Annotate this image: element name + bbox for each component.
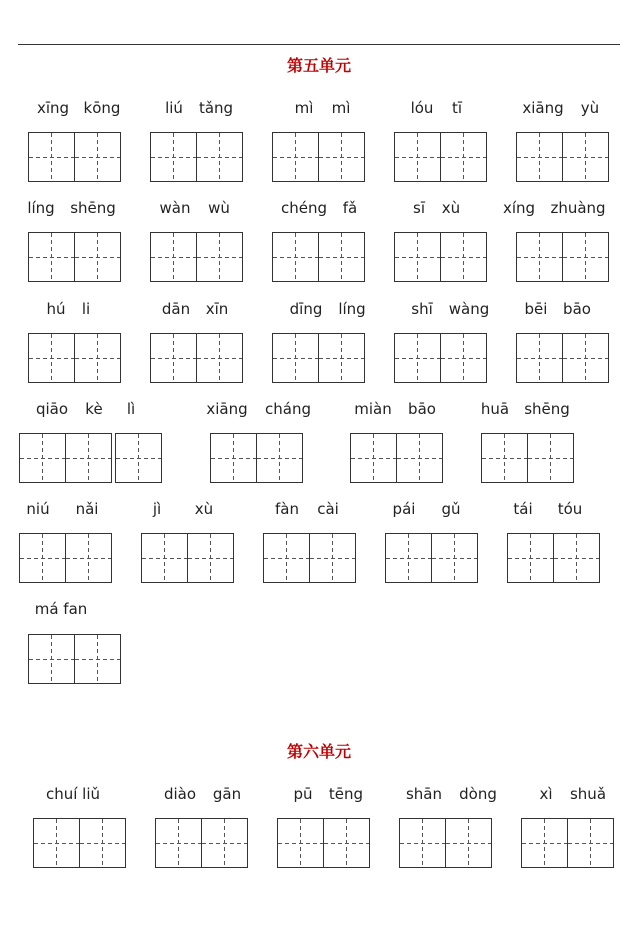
pinyin: huā	[480, 400, 510, 418]
writing-cell[interactable]	[516, 333, 563, 383]
pinyin: dòng	[459, 785, 497, 803]
writing-cell[interactable]	[394, 132, 441, 182]
writing-cell[interactable]	[150, 232, 197, 282]
pinyin: líng	[27, 199, 55, 217]
writing-cell[interactable]	[202, 818, 248, 868]
top-divider	[18, 44, 620, 45]
pinyin: liú	[165, 99, 183, 117]
writing-cell[interactable]	[385, 533, 432, 583]
writing-cell[interactable]	[19, 433, 66, 483]
writing-cell[interactable]	[263, 533, 310, 583]
writing-grid[interactable]	[272, 333, 365, 383]
pinyin: jì	[152, 500, 162, 518]
pinyin: mì	[331, 99, 351, 117]
pinyin: fàn	[275, 500, 299, 518]
writing-cell[interactable]	[141, 533, 188, 583]
writing-cell[interactable]	[115, 433, 162, 483]
pinyin: xīng	[36, 99, 70, 117]
writing-cell[interactable]	[516, 232, 563, 282]
writing-grid[interactable]	[385, 533, 478, 583]
writing-grid[interactable]	[28, 132, 121, 182]
pinyin: cài	[317, 500, 339, 518]
writing-cell[interactable]	[394, 232, 441, 282]
pinyin: shēng	[70, 199, 116, 217]
pinyin: shī	[411, 300, 433, 318]
pinyin: dīng	[289, 300, 323, 318]
writing-cell[interactable]	[197, 232, 243, 282]
writing-grid[interactable]	[150, 132, 243, 182]
pinyin: dān	[161, 300, 191, 318]
writing-grid[interactable]	[394, 132, 487, 182]
writing-cell[interactable]	[399, 818, 446, 868]
writing-grid[interactable]	[19, 433, 162, 483]
writing-cell[interactable]	[441, 232, 487, 282]
pinyin: sī	[413, 199, 425, 217]
writing-cell[interactable]	[28, 232, 75, 282]
writing-cell[interactable]	[432, 533, 478, 583]
writing-grid[interactable]	[141, 533, 234, 583]
writing-cell[interactable]	[75, 132, 121, 182]
pinyin: chéng	[280, 199, 328, 217]
pinyin: yù	[580, 99, 600, 117]
writing-cell[interactable]	[272, 333, 319, 383]
pinyin: chuí liǔ	[45, 785, 101, 803]
pinyin: má fan	[34, 600, 88, 618]
pinyin: bāo	[563, 300, 591, 318]
pinyin: xì	[539, 785, 553, 803]
writing-cell[interactable]	[319, 232, 365, 282]
pinyin: tóu	[557, 500, 583, 518]
writing-grid[interactable]	[507, 533, 600, 583]
pinyin: shuǎ	[569, 785, 607, 803]
writing-cell[interactable]	[568, 818, 614, 868]
pinyin: gǔ	[441, 500, 461, 518]
writing-cell[interactable]	[75, 232, 121, 282]
pinyin: xīn	[205, 300, 229, 318]
writing-grid[interactable]	[28, 634, 121, 684]
pinyin: lì	[126, 400, 136, 418]
writing-cell[interactable]	[563, 132, 609, 182]
writing-cell[interactable]	[75, 333, 121, 383]
writing-cell[interactable]	[516, 132, 563, 182]
pinyin: nǎi	[75, 500, 99, 518]
writing-cell[interactable]	[197, 333, 243, 383]
pinyin: zhuàng	[550, 199, 606, 217]
pinyin: xù	[194, 500, 214, 518]
writing-cell[interactable]	[188, 533, 234, 583]
pinyin: miàn	[354, 400, 392, 418]
writing-cell[interactable]	[28, 333, 75, 383]
writing-grid[interactable]	[28, 333, 121, 383]
writing-cell[interactable]	[446, 818, 492, 868]
writing-cell[interactable]	[66, 533, 112, 583]
writing-cell[interactable]	[33, 818, 80, 868]
pinyin: wàn	[159, 199, 191, 217]
writing-cell[interactable]	[80, 818, 126, 868]
pinyin: kōng	[83, 99, 121, 117]
writing-grid[interactable]	[516, 333, 609, 383]
section-title-unit-5: 第五单元	[286, 56, 351, 75]
writing-cell[interactable]	[563, 333, 609, 383]
writing-cell[interactable]	[19, 533, 66, 583]
writing-grid[interactable]	[481, 433, 574, 483]
writing-cell[interactable]	[521, 818, 568, 868]
pinyin: diào	[163, 785, 197, 803]
writing-cell[interactable]	[481, 433, 528, 483]
pinyin: wàng	[448, 300, 490, 318]
writing-cell[interactable]	[28, 634, 75, 684]
pinyin: líng	[338, 300, 366, 318]
writing-grid[interactable]	[516, 132, 609, 182]
pinyin: tēng	[328, 785, 364, 803]
writing-grid[interactable]	[350, 433, 443, 483]
pinyin: pū	[293, 785, 313, 803]
writing-cell[interactable]	[210, 433, 257, 483]
writing-grid[interactable]	[394, 232, 487, 282]
writing-cell[interactable]	[350, 433, 397, 483]
writing-grid[interactable]	[263, 533, 356, 583]
writing-grid[interactable]	[33, 818, 126, 868]
writing-cell[interactable]	[257, 433, 303, 483]
writing-grid[interactable]	[272, 232, 365, 282]
writing-cell[interactable]	[310, 533, 356, 583]
writing-grid[interactable]	[399, 818, 492, 868]
pinyin: li	[81, 300, 91, 318]
pinyin: fǎ	[342, 199, 358, 217]
writing-cell[interactable]	[272, 132, 319, 182]
writing-grid[interactable]	[150, 333, 243, 383]
writing-cell[interactable]	[507, 533, 554, 583]
writing-grid[interactable]	[521, 818, 614, 868]
writing-grid[interactable]	[150, 232, 243, 282]
pinyin: mì	[294, 99, 314, 117]
writing-cell[interactable]	[397, 433, 443, 483]
writing-grid[interactable]	[394, 333, 487, 383]
writing-grid[interactable]	[155, 818, 248, 868]
pinyin: lóu	[410, 99, 434, 117]
pinyin: wù	[208, 199, 230, 217]
writing-cell[interactable]	[277, 818, 324, 868]
writing-grid[interactable]	[277, 818, 370, 868]
writing-grid[interactable]	[272, 132, 365, 182]
pinyin: pái	[392, 500, 416, 518]
section-title-unit-6: 第六单元	[286, 742, 351, 761]
pinyin: shēng	[524, 400, 570, 418]
pinyin: bāo	[408, 400, 436, 418]
pinyin: xiāng	[522, 99, 564, 117]
pinyin: gān	[212, 785, 242, 803]
pinyin: tái	[513, 500, 533, 518]
writing-cell[interactable]	[394, 333, 441, 383]
writing-cell[interactable]	[75, 634, 121, 684]
writing-cell[interactable]	[197, 132, 243, 182]
writing-cell[interactable]	[150, 333, 197, 383]
writing-cell[interactable]	[324, 818, 370, 868]
writing-cell[interactable]	[272, 232, 319, 282]
writing-cell[interactable]	[319, 333, 365, 383]
pinyin: shān	[405, 785, 443, 803]
pinyin: qiāo	[35, 400, 69, 418]
writing-grid[interactable]	[516, 232, 609, 282]
pinyin: niú	[26, 500, 50, 518]
pinyin: tī	[451, 99, 463, 117]
writing-cell[interactable]	[319, 132, 365, 182]
writing-cell[interactable]	[441, 333, 487, 383]
writing-cell[interactable]	[554, 533, 600, 583]
writing-cell[interactable]	[28, 132, 75, 182]
pinyin: xiāng	[206, 400, 248, 418]
pinyin: kè	[85, 400, 103, 418]
writing-cell[interactable]	[66, 433, 112, 483]
writing-grid[interactable]	[210, 433, 303, 483]
pinyin: bēi	[524, 300, 548, 318]
pinyin: tǎng	[198, 99, 234, 117]
writing-cell[interactable]	[150, 132, 197, 182]
writing-grid[interactable]	[28, 232, 121, 282]
writing-cell[interactable]	[155, 818, 202, 868]
pinyin: xíng	[502, 199, 536, 217]
writing-cell[interactable]	[528, 433, 574, 483]
writing-cell[interactable]	[441, 132, 487, 182]
pinyin: hú	[46, 300, 66, 318]
pinyin: xù	[441, 199, 461, 217]
writing-grid[interactable]	[19, 533, 112, 583]
writing-cell[interactable]	[563, 232, 609, 282]
pinyin: cháng	[265, 400, 311, 418]
